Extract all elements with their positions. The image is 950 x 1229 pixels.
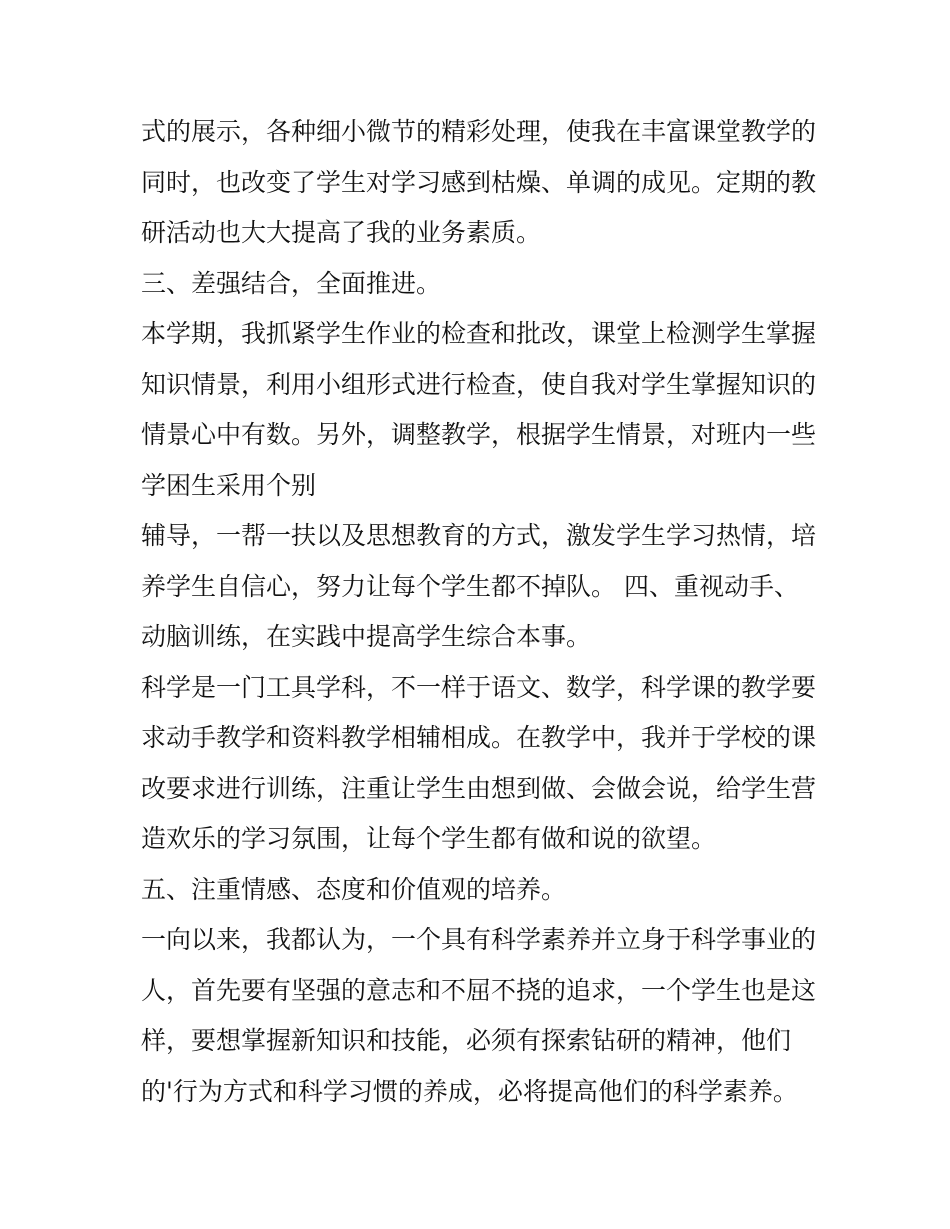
text-line: 式的展示，各种细小微节的精彩处理，使我在丰富课堂教学的 xyxy=(141,117,817,146)
text-line: 样，要想掌握新知识和技能，必须有探索钻研的精神，他们 xyxy=(141,1026,792,1055)
text-line: 知识情景，利用小组形式进行检查，使自我对学生掌握知识的 xyxy=(141,369,817,399)
text-line: 辅导，一帮一扶以及思想教育的方式，激发学生学习热情，培 xyxy=(141,521,817,550)
text-line: 人，首先要有坚强的意志和不屈不挠的追求，一个学生也是这 xyxy=(141,975,817,1005)
text-line: 科学是一门工具学科，不一样于语文、数学，科学课的教学要 xyxy=(141,672,817,702)
text-line: 造欢乐的学习氛围，让每个学生都有做和说的欲望。 xyxy=(141,824,717,853)
text-line: 改要求进行训练，注重让学生由想到做、会做会说，给学生营 xyxy=(141,773,817,803)
text-line: 学困生采用个别 xyxy=(141,470,317,500)
document-body xyxy=(141,107,821,1117)
text-line: 的'行为方式和科学习惯的养成，必将提高他们的科学素养。 xyxy=(141,1076,798,1106)
text-line: 动脑训练，在实践中提高学生综合本事。 xyxy=(141,622,592,651)
text-line: 研活动也大大提高了我的业务素质。 xyxy=(141,218,542,247)
section-heading: 五、注重情感、态度和价值观的培养。 xyxy=(141,874,567,904)
text-line: 同时，也改变了学生对学习感到枯燥、单调的成见。定期的教 xyxy=(141,167,817,197)
text-line: 求动手教学和资料教学相辅相成。在教学中，我并于学校的课 xyxy=(141,723,817,752)
text-line: 本学期，我抓紧学生作业的检查和批改，课堂上检测学生掌握 xyxy=(141,319,817,348)
section-heading: 三、差强结合，全面推进。 xyxy=(141,268,442,298)
text-line: 情景心中有数。另外，调整教学，根据学生情景，对班内一些 xyxy=(141,420,817,449)
text-line: 养学生自信心，努力让每个学生都不掉队。 四、重视动手、 xyxy=(141,571,799,601)
text-line: 一向以来，我都认为，一个具有科学素养并立身于科学事业的 xyxy=(141,925,817,954)
